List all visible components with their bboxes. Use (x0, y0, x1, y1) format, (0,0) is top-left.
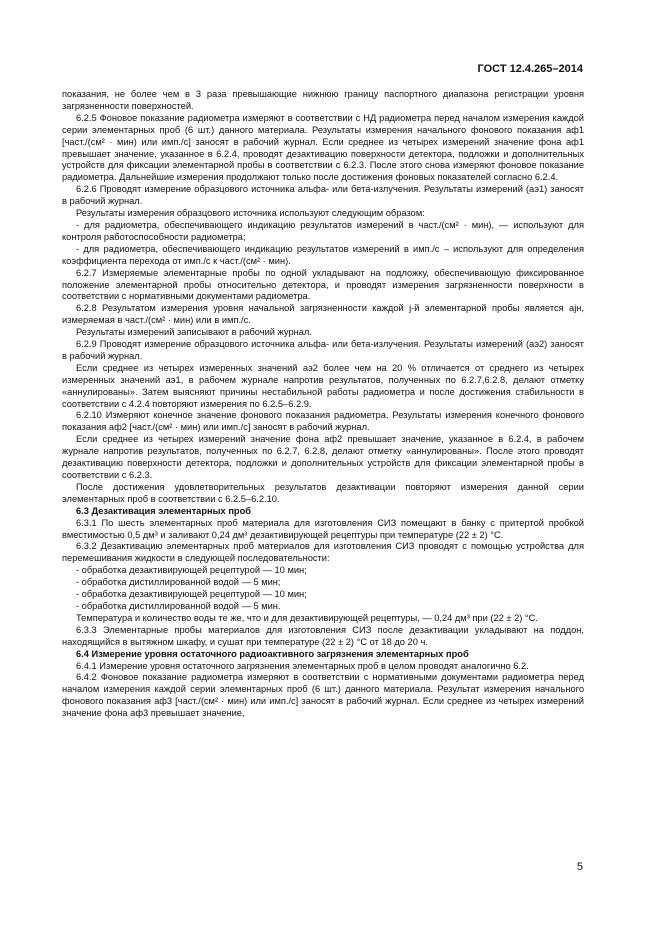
document-header: ГОСТ 12.4.265–2014 (477, 63, 583, 75)
paragraph: 6.4.1 Измерение уровня остаточного загрязнения элементарных проб в целом проводят аналогично 6.2. (76, 660, 529, 671)
paragraph: 6.2.9 Проводят измерение образцового источника альфа- или бета-излучения. Результаты измерений (aэ2) заносят в рабочий журнал. (62, 339, 584, 361)
paragraph: 6.2.6 Проводят измерение образцового источника альфа- или бета-излучения. Результаты измерений (aэ1) заносят в рабочий журнал. (62, 184, 584, 207)
section-heading: 6.4 Измерение уровня остаточного радиоактивного загрязнения элементарных проб (76, 648, 469, 659)
paragraph: - обработка дезактивирующей рецептурой — 10 мин; (76, 565, 307, 576)
paragraph: Если среднее из четырех измеренных значений aэ2 более чем на 20 % отличается от среднего из четырех измеренных значений aэ1, в рабочем журнале напротив результатов, полученных по 6.2.7,6.2.8, делают отметку «аннулированы». Затем выясняют причины нестабильной работы радиометра и после достижения стабильности в соответствии с 4.2.4 повторяют измерения по 6.2.5–6.2.9. (62, 362, 584, 409)
paragraph: 6.2.10 Измеряют конечное значение фонового показания радиометра. Результаты измерения конечного фонового показания aф2 [част./(см² · мин) или имп./с] заносят в рабочий журнал. (62, 410, 584, 433)
paragraph: 6.3.3 Элементарные пробы материалов для изготовления СИЗ после дезактивации укладывают на поддон, находящийся в вытяжном шкафу, и сушат при температуре (22 ± 2) °С от 18 до 20 ч. (62, 624, 584, 647)
paragraph: Если среднее из четырех измерений значение фона aф2 превышает значение, указанное в 6.2.4, в рабочем журнале напротив результатов, полученных по 6.2.7, 6.2.8, делают отметку «аннулированы». После этого проводят дезактивацию поверхности детектора, подложки и дополнительных устройств для фиксации элементарной пробы в соответствии с 6.2.3. (62, 434, 584, 480)
paragraph: 6.3.1 По шесть элементарных проб материала для изготовления СИЗ помещают в банку с притертой пробкой вместимостью 0,5 дм³ и заливают 0,24 дм³ дезактивирующей рецептуры при температуре (22 ± 2) °С. (62, 517, 584, 540)
paragraph: После достижения удовлетворительных результатов дезактивации повторяют измерения данной серии элементарных проб в соответствии с 6.2.5–6.2.10. (62, 481, 584, 504)
paragraph: 6.2.7 Измеряемые элементарные пробы по одной укладывают на подложку, обеспечивающую фиксированное положение элементарной пробы относительно детектора, и проводят измерения загрязненности поверхности в соответствии с нормативными документами радиометра. (62, 267, 584, 302)
paragraph: - для радиометра, обеспечивающего индикацию результатов измерений в имп./с – используют для определения коэффициента перехода от имп./с к част./(см² · мин). (62, 243, 584, 266)
paragraph: Результаты измерений записывают в рабочий журнал. (76, 327, 312, 338)
paragraph: 6.2.5 Фоновое показание радиометра измеряют в соответствии с НД радиометра перед началом измерения каждой серии элементарных проб (6 шт.) данного материала. Результаты измерения начального фонового показания aф1 [част./(см² · мин) или имп./с] заносят в рабочий журнал. Если среднее из четырех измерений значение фона aф1 превышает значение, указанное в 6.2.4, проводят дезактивацию поверхности детектора, подложки и дополнительных устройств для фиксации элементарной пробы в соответствии с 6.2.3. После этого снова измеряют фоновое показание радиометра. Дальнейшие измерения продолжают только после достижения фоновых показателей согласно 6.2.4. (62, 112, 584, 183)
paragraph: - для радиометра, обеспечивающего индикацию результатов измерений в част./(см² · мин), — используют для контроля работоспособности радиометра; (62, 219, 584, 242)
paragraph: 6.3.2 Дезактивацию элементарных проб материалов для изготовления СИЗ проводят с помощью устройства для перемешивания жидкости в следующей последовательности: (62, 541, 584, 564)
section-heading: 6.3 Дезактивация элементарных проб (76, 505, 252, 516)
document-body (62, 89, 584, 720)
paragraph: - обработка дезактивирующей рецептурой — 10 мин; (76, 589, 307, 600)
paragraph: показания, не более чем в 3 раза превышающие нижнюю границу паспортного диапазона регистрации уровня загрязненности поверхностей. (62, 89, 584, 111)
paragraph: Результаты измерения образцового источника используют следующим образом: (76, 208, 425, 219)
paragraph: Температура и количество воды те же, что и для дезактивирующей рецептуры, — 0,24 дм³ при (22 ± 2) °С. (76, 612, 538, 623)
paragraph: 6.2.8 Результатом измерения уровня начальной загрязненности каждой j-й элементарной пробы является ajн, измеряемая в част./(см² · мин) или в имп./с. (62, 303, 584, 326)
page-number: 5 (576, 861, 583, 873)
paragraph: - обработка дистиллированной водой — 5 мин. (76, 600, 281, 611)
paragraph: - обработка дистиллированной водой — 5 мин; (76, 577, 281, 588)
paragraph: 6.4.2 Фоновое показание радиометра измеряют в соответствии с нормативными документами радиометра перед началом измерения каждой серии элементарных проб (6 шт.) данного материала. Результат измерения начального фонового показания aф3 [част./(см² · мин) или имп./с] заносят в рабочий журнал. Если среднее из четырех измерений значение фона aф3 превышает значение, (62, 672, 584, 719)
